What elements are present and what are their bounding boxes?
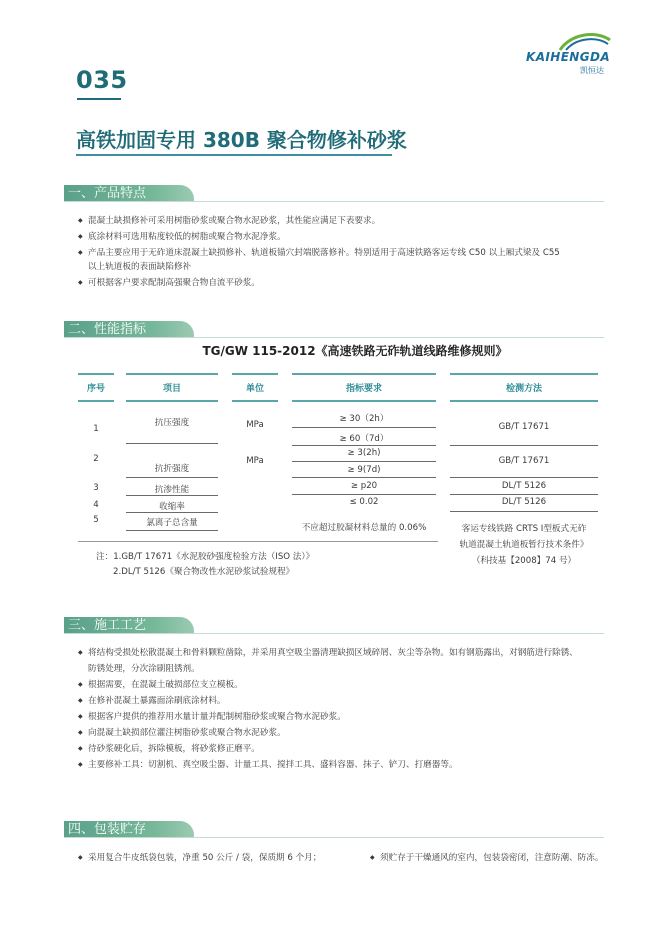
col-header-item: 项目	[162, 384, 181, 394]
table-row-rule	[292, 461, 436, 462]
diamond-bullet-icon: ◆	[78, 729, 83, 736]
section-heading-performance: 二、性能指标	[64, 321, 194, 338]
table-header-rule	[450, 400, 598, 402]
table-cell-no: 5	[93, 515, 99, 525]
table-cell-item: 收缩率	[159, 502, 185, 512]
list-item: ◆ 主要修补工具：切割机、真空吸尘器、计量工具、搅拌工具、盛料容器、抹子、铲刀、打磨器等。	[78, 757, 618, 773]
diamond-bullet-icon: ◆	[78, 217, 83, 224]
diamond-bullet-icon: ◆	[370, 854, 375, 861]
list-item: ◆ 待砂浆硬化后，拆除模板，将砂浆修正磨平。	[78, 741, 618, 757]
table-cell-req: ≥ 30（2h）	[339, 414, 389, 424]
diamond-bullet-icon: ◆	[78, 745, 83, 752]
table-note: 注：1.GB/T 17671《水泥胶砂强度检验方法（ISO 法）》	[96, 552, 315, 562]
table-cell-no: 2	[93, 454, 99, 464]
section-heading-packaging: 四、包装贮存	[64, 821, 194, 838]
logo-chinese: 凯恒达	[580, 66, 604, 75]
list-item: ◆ 向混凝土缺损部位灌注树脂砂浆或聚合物水泥砂浆。	[78, 725, 618, 741]
table-top-rule	[450, 373, 598, 375]
table-cell-item: 氯离子总含量	[146, 518, 198, 528]
table-header-rule	[292, 400, 436, 402]
table-cell-unit: MPa	[246, 456, 264, 466]
table-row-rule	[450, 477, 598, 478]
table-cell-no: 1	[93, 424, 99, 434]
process-list	[78, 645, 618, 773]
table-title: TG/GW 115-2012《高速铁路无砟轨道线路维修规则》	[202, 344, 508, 358]
diamond-bullet-icon: ◆	[78, 279, 83, 286]
table-row-rule	[292, 494, 436, 495]
table-bottom-rule	[78, 541, 438, 542]
table-cell-req: ≤ 0.02	[349, 497, 379, 507]
table-row-rule	[450, 511, 598, 512]
diamond-bullet-icon: ◆	[78, 233, 83, 240]
title-underline	[76, 154, 392, 156]
section-divider	[64, 633, 604, 634]
list-item: ◆ 根据客户提供的推荐用水量计量并配制树脂砂浆或聚合物水泥砂浆。	[78, 709, 618, 725]
table-header-rule	[78, 400, 114, 402]
table-cell-req: ≥ 3(2h)	[347, 448, 381, 458]
list-item: ◆ 根据需要，在混凝土破损部位支立模板。	[78, 677, 618, 693]
table-cell-no: 3	[93, 483, 99, 493]
section-divider	[64, 837, 604, 838]
list-item: ◆ 底涂材料可选用粘度较低的树脂或聚合物水泥净浆。	[78, 232, 286, 242]
list-item: ◆ 将结构受损处松散混凝土和骨料颗粒凿除，并采用真空吸尘器清理缺损区域碎屑、灰尘等杂物。如有钢筋露出，对钢筋进行除锈、	[78, 645, 618, 661]
list-item: ◆ 混凝土缺损修补可采用树脂砂浆或聚合物水泥砂浆，其性能应满足下表要求。	[78, 216, 381, 226]
table-cell-no: 4	[93, 500, 99, 510]
table-top-rule	[78, 373, 114, 375]
table-cell-method: 客运专线铁路 CRTS Ⅰ型板式无砟 轨道混凝土轨道板暂行技术条件》 （科技基【2008】74 号）	[459, 524, 589, 566]
table-row-rule	[292, 477, 436, 478]
logo-wordmark: KAIHENGDA	[526, 50, 611, 64]
table-row-rule	[126, 443, 218, 444]
page-title: 高铁加固专用 380B 聚合物修补砂浆	[76, 128, 407, 152]
table-row-rule	[292, 427, 436, 428]
table-cell-req: ≥ 9(7d)	[347, 465, 381, 475]
col-header-no: 序号	[86, 384, 105, 394]
table-cell-method: GB/T 17671	[498, 456, 550, 466]
table-row-rule	[126, 530, 218, 531]
diamond-bullet-icon: ◆	[78, 713, 83, 720]
section-divider	[64, 201, 604, 202]
table-header-rule	[126, 400, 218, 402]
table-cell-req: ≥ p20	[350, 481, 378, 491]
table-header-rule	[232, 400, 278, 402]
packaging-left: ◆ 采用复合牛皮纸袋包装，净重 50 公斤 / 袋，保质期 6 个月；	[78, 853, 322, 863]
table-top-rule	[126, 373, 218, 375]
table-cell-unit: MPa	[246, 420, 264, 430]
diamond-bullet-icon: ◆	[78, 681, 83, 688]
diamond-bullet-icon: ◆	[78, 761, 83, 768]
table-row-rule	[450, 494, 598, 495]
table-top-rule	[232, 373, 278, 375]
list-item: ◆ 在修补混凝土暴露面涂刷底涂材料。	[78, 693, 618, 709]
table-cell-item: 抗渗性能	[154, 485, 190, 495]
list-item: ◆ 可根据客户要求配制高强聚合物自流平砂浆。	[78, 278, 260, 288]
table-cell-req: 不应超过胶凝材料总量的 0.06%	[301, 523, 427, 533]
table-row-rule	[292, 445, 436, 446]
table-cell-item: 抗压强度	[154, 418, 190, 428]
table-top-rule	[292, 373, 436, 375]
table-cell-req: ≥ 60（7d）	[339, 434, 389, 444]
page-number: 035	[76, 66, 128, 94]
col-header-req: 指标要求	[345, 384, 382, 394]
diamond-bullet-icon: ◆	[78, 649, 83, 656]
packaging-right: ◆ 须贮存于干燥通风的室内，包装袋密闭，注意防潮、防冻。	[370, 853, 604, 863]
col-header-unit: 单位	[245, 384, 264, 394]
table-row-rule	[126, 495, 218, 496]
diamond-bullet-icon: ◆	[78, 697, 83, 704]
page-number-underline	[77, 98, 121, 100]
diamond-bullet-icon: ◆	[78, 249, 83, 256]
list-item-continued: 防锈处理，分次涂刷阻锈剂。	[88, 664, 200, 674]
table-cell-method: DL/T 5126	[501, 497, 547, 507]
list-item: ◆ 产品主要应用于无砟道床混凝土缺损修补、轨道板锚穴封端脱落修补。特别适用于高速铁路客运专线 C50 以上厢式梁及 C55	[78, 248, 560, 258]
table-row-rule	[450, 445, 598, 446]
table-note: 2.DL/T 5126《聚合物改性水泥砂浆试验规程》	[113, 567, 295, 577]
brand-logo	[522, 32, 614, 76]
table-row-rule	[126, 512, 218, 513]
section-heading-features: 一、产品特点	[64, 185, 194, 202]
list-item-continued: 以上轨道板的表面缺陷修补	[88, 262, 192, 272]
feature-list	[78, 214, 618, 290]
diamond-bullet-icon: ◆	[78, 854, 83, 861]
logo-swoosh-icon	[556, 32, 612, 52]
table-cell-item: 抗折强度	[154, 464, 190, 474]
col-header-method: 检测方法	[505, 384, 542, 394]
table-cell-method: GB/T 17671	[498, 422, 550, 432]
section-divider	[64, 337, 604, 338]
section-heading-process: 三、施工工艺	[64, 617, 194, 634]
table-cell-method: DL/T 5126	[501, 481, 547, 491]
table-row-rule	[126, 477, 218, 478]
